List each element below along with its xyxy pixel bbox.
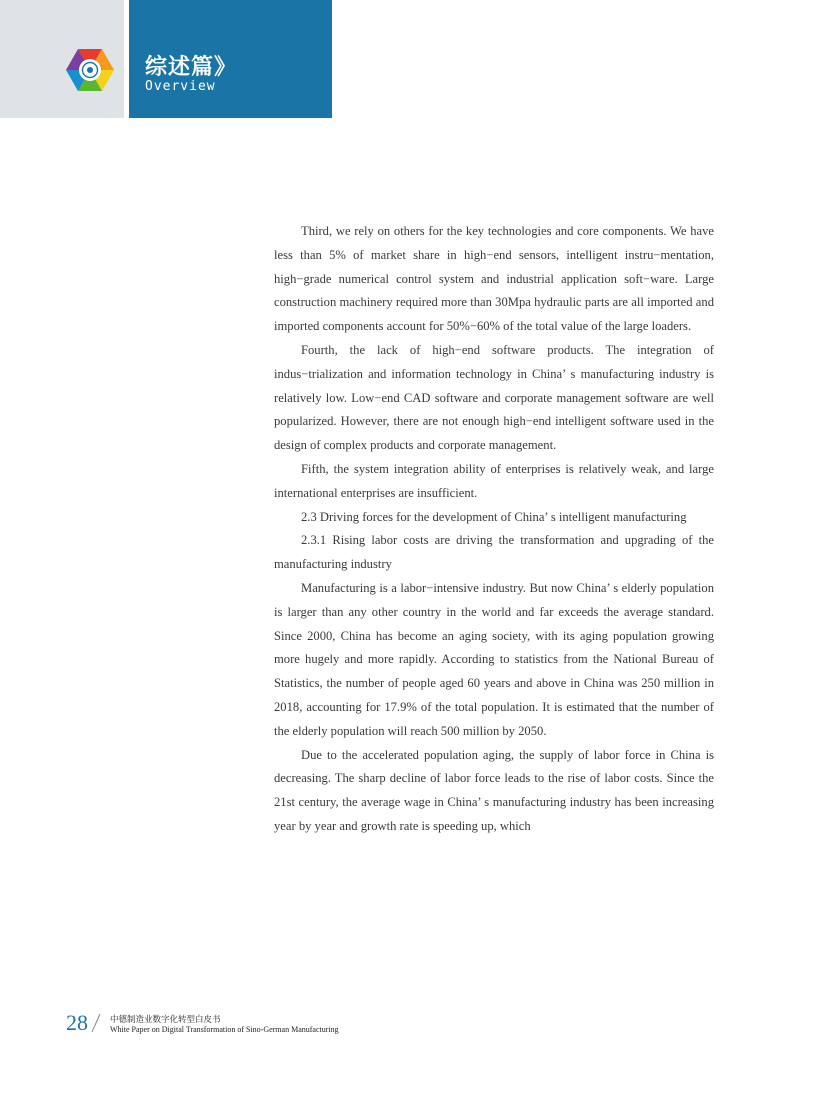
header-side-panel (0, 0, 124, 118)
page-number: 28 (66, 1010, 88, 1035)
paragraph: Fifth, the system integration ability of enterprises is relatively weak, and large international enterprises are insufficient. (274, 461, 714, 500)
section-title-arrow: 》 (214, 55, 238, 80)
section-title (145, 50, 237, 81)
body-text (274, 220, 714, 839)
section-header (129, 0, 332, 118)
paragraph: Due to the accelerated population aging, the supply of labor force in China is decreasing. The sharp decline of labor force leads to the rise of labor costs. Since the 21st century, the average wage in China’ s manufacturing industry has been increasing year by year and growth rate is speeding up, which (274, 747, 714, 833)
slash-divider-icon (90, 1012, 102, 1034)
subsection-heading: 2.3.1 Rising labor costs are driving the transformation and upgrading of the manufacturing industry (274, 533, 714, 572)
paragraph: Manufacturing is a labor−intensive industry. But now China’ s elderly population is larger than any other country in the world and far exceeds the average standard. Since 2000, China has become an aging society, with its aging population growing more hugely and more rapidly. According to statistics from the National Bureau of Statistics, the number of people aged 60 years and above in China was 250 million in 2018, accounting for 17.9% of the total population. It is estimated that the number of the elderly population will reach 500 million by 2050. (274, 580, 714, 738)
footer-title-cn: 中德制造业数字化转型白皮书 (110, 1015, 221, 1025)
footer-title-en: White Paper on Digital Transformation of Sino-German Manufacturing (110, 1025, 339, 1034)
hexagon-logo-icon (66, 47, 114, 93)
paragraph: Fourth, the lack of high−end software products. The integration of indus−trialization and information technology in China’ s manufacturing industry is relatively low. Low−end CAD software and corporate management software are well popularized. However, there are not enough high−end intelligent software used in the design of complex products and corporate management. (274, 342, 714, 453)
paragraph: Third, we rely on others for the key technologies and core components. We have less than 5% of market share in high−end sensors, intelligent instru−mentation, high−grade numerical control system and industrial application soft−ware. Large construction machinery required more than 30Mpa hydraulic parts are all imported and imported components account for 50%−60% of the total value of the large loaders. (274, 224, 714, 334)
section-heading: 2.3 Driving forces for the development of China’ s intelligent manufacturing (301, 509, 687, 524)
section-subtitle: Overview (145, 79, 216, 94)
section-title-text: 综述篇 (145, 55, 215, 80)
